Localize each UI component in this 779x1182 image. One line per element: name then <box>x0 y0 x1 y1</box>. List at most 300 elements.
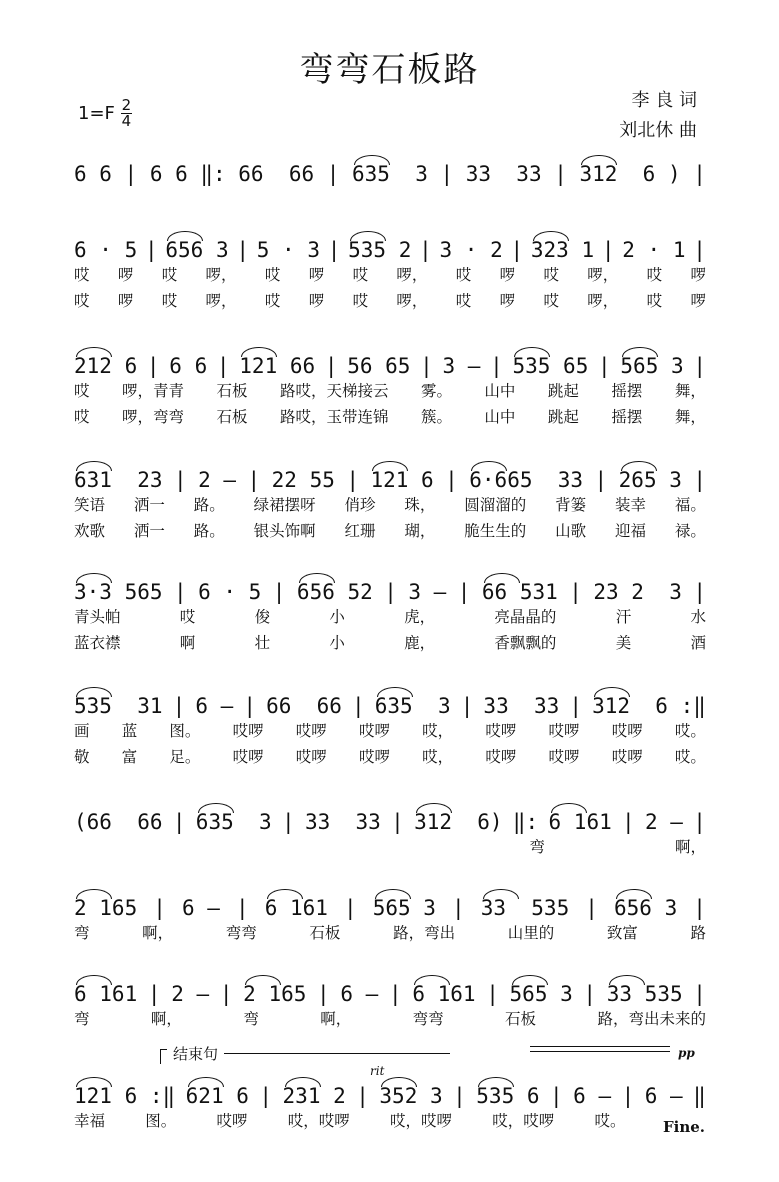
lyric-word: 啊， <box>142 924 174 942</box>
lyric-word: 绿裙摆呀 <box>253 496 316 514</box>
lyric-word: 哎 <box>352 266 369 284</box>
notes-row <box>74 228 706 262</box>
lyric-word: 哎啰 <box>358 722 390 740</box>
note-group: 565 3 <box>510 982 573 1006</box>
lyric-word: 簇。 <box>420 408 452 426</box>
lyric-word: 啰 <box>308 266 325 284</box>
page-title: 弯弯石板路 <box>299 50 480 90</box>
barline: | <box>583 982 597 1006</box>
lyric-word: 弯 <box>243 1010 259 1028</box>
slur <box>609 975 645 985</box>
barline: | <box>391 810 404 834</box>
lyric-word: 雾。 <box>420 382 452 400</box>
lyric-word: 啰 <box>308 292 325 310</box>
barline: | <box>490 354 503 378</box>
barline: | <box>419 238 432 262</box>
note-group: 6 161 <box>412 982 475 1006</box>
slur <box>76 1077 112 1087</box>
lyric-word: 啰， <box>205 266 237 284</box>
lyric-word: 背篓 <box>555 496 587 514</box>
barline: | <box>173 580 187 604</box>
barline: | <box>219 982 233 1006</box>
slur <box>512 975 548 985</box>
lyric-word: 福。 <box>674 496 706 514</box>
note-group: 66 66 <box>238 162 315 186</box>
lyric-word: 敬 <box>74 748 90 766</box>
lyric-word: 壮 <box>254 634 271 652</box>
note-group: 635 3 <box>375 694 451 718</box>
lyric-word: 跳起 <box>547 382 579 400</box>
notes-row <box>74 684 706 718</box>
lyric-word: 山中 <box>484 382 516 400</box>
lyric-word: 啰， <box>587 266 619 284</box>
lyric-word: 哎 <box>161 292 178 310</box>
lyric-word: 哎啰 <box>295 748 327 766</box>
lyric-word: 哎 <box>74 292 90 310</box>
barline: | <box>144 238 158 262</box>
note-group: 312 6) <box>414 810 503 834</box>
time-numerator: 2 <box>121 96 132 114</box>
lyric-word: 路哎，玉带连锦 <box>279 408 389 426</box>
barline: | <box>236 238 249 262</box>
lyric-word: 虎， <box>404 608 436 626</box>
slur <box>76 687 112 697</box>
note-group: 2 – <box>198 468 237 492</box>
barline: ‖ <box>693 1084 706 1108</box>
barline: | <box>356 1084 369 1108</box>
note-group: 6 161 <box>265 896 328 920</box>
score-line <box>74 684 706 770</box>
lyric-word: 哎啰 <box>232 722 264 740</box>
lyric-word: 啰， <box>396 266 428 284</box>
barline: | <box>236 896 249 920</box>
lyric-word: 图。 <box>145 1112 177 1130</box>
lyric-word: 蓝衣襟 <box>74 634 121 652</box>
lyric-word: 路。 <box>193 522 225 540</box>
lyric-row <box>74 834 706 860</box>
lyricist: 李 良 词 <box>631 90 697 111</box>
barline: | <box>594 468 608 492</box>
lyric-word: 哎。 <box>674 748 706 766</box>
lyric-row <box>74 1108 706 1134</box>
lyric-word: 哎啰 <box>232 748 264 766</box>
lyric-row <box>74 1006 706 1032</box>
lyric-word: 哎 <box>264 266 281 284</box>
score-line <box>74 800 706 860</box>
lyric-word: 装幸 <box>615 496 647 514</box>
lyric-word: 啰， <box>587 292 619 310</box>
note-group: 121 6 <box>370 468 433 492</box>
lyric-row <box>74 630 706 656</box>
score-line <box>74 152 706 186</box>
slur <box>616 889 652 899</box>
lyric-word: 摇摆 <box>611 382 643 400</box>
note-group: 565 3 <box>373 896 436 920</box>
lyric-word: 蓝 <box>121 722 138 740</box>
lyric-word: 哎。 <box>674 722 706 740</box>
lyric-word: 哎，哎啰 <box>492 1112 555 1130</box>
barline: | <box>693 810 706 834</box>
lyric-word: 哎啰 <box>611 748 643 766</box>
lyric-word: 酒 <box>690 634 706 652</box>
note-group: 6 – <box>644 1084 683 1108</box>
slur <box>375 889 411 899</box>
note-group: 535 65 <box>512 354 588 378</box>
note-group: 3 – <box>408 580 447 604</box>
slur <box>514 347 550 357</box>
note-group: 656 3 <box>165 238 228 262</box>
lyric-word: 啰 <box>117 266 134 284</box>
lyric-word: 哎啰 <box>611 722 643 740</box>
lyric-word: 迎福 <box>615 522 647 540</box>
lyric-word: 路哎，天梯接云 <box>279 382 389 400</box>
lyric-word: 跳起 <box>547 408 579 426</box>
lyric-word: 汗 <box>615 608 632 626</box>
barline: | <box>693 982 706 1006</box>
lyric-word: 水 <box>690 608 706 626</box>
lyric-word: 石板 <box>505 1010 537 1028</box>
lyric-word: 美 <box>615 634 632 652</box>
note-group: 631 23 <box>74 468 163 492</box>
slur <box>381 1077 417 1087</box>
lyric-word: 脆生生的 <box>464 522 527 540</box>
note-group: 2 165 <box>74 896 137 920</box>
lyric-word: 哎，哎啰 <box>390 1112 453 1130</box>
note-group: 656 52 <box>297 580 373 604</box>
lyric-word: 青头帕 <box>74 608 121 626</box>
slur <box>267 889 303 899</box>
lyric-word: 啊， <box>320 1010 352 1028</box>
lyric-row <box>74 378 706 404</box>
note-group: 6 – <box>182 896 220 920</box>
lyric-word: 路，弯出 <box>393 924 456 942</box>
lyric-word: 弯弯 <box>412 1010 444 1028</box>
slur <box>484 573 520 583</box>
notes-row <box>74 152 706 186</box>
note-group: 33 535 <box>481 896 570 920</box>
lyric-word: 啰 <box>499 292 516 310</box>
barline: | <box>601 238 615 262</box>
rit-marking: rit <box>370 1064 385 1078</box>
ending-marker <box>160 1043 450 1064</box>
lyric-word: 弯 <box>74 1010 90 1028</box>
barline: | <box>621 1084 635 1108</box>
barline: | <box>172 694 186 718</box>
lyric-word: 啊 <box>179 634 196 652</box>
barline: | <box>554 162 567 186</box>
slur <box>478 1077 514 1087</box>
barline: | <box>352 694 365 718</box>
notes-row <box>74 344 706 378</box>
barline: | <box>146 354 160 378</box>
slur <box>285 1077 321 1087</box>
barline: | <box>693 162 706 186</box>
score-line <box>74 570 706 656</box>
note-group: 3·3 565 <box>74 580 163 604</box>
note-group: 6·665 33 <box>469 468 583 492</box>
lyric-word: 石板 <box>309 924 341 942</box>
note-group: 6 6 <box>169 354 208 378</box>
note-group: 121 6 :‖ <box>74 1084 175 1108</box>
barline: | <box>317 982 330 1006</box>
note-group: 656 3 <box>614 896 677 920</box>
lyric-word: 小 <box>329 634 345 652</box>
note-group: 6 6 <box>149 162 188 186</box>
slur <box>167 231 203 241</box>
barline: | <box>327 238 341 262</box>
lyric-word: 哎 <box>646 266 663 284</box>
key-signature <box>78 98 132 129</box>
barline: | <box>272 580 286 604</box>
lyric-word: 足。 <box>169 748 201 766</box>
note-group: 6 · 5 <box>198 580 262 604</box>
lyric-word: 啰 <box>690 292 706 310</box>
score-line <box>74 458 706 544</box>
barline: | <box>324 354 338 378</box>
lyric-word: 弯弯 <box>225 924 257 942</box>
lyric-word: 珠， <box>404 496 436 514</box>
barline: | <box>457 580 471 604</box>
lyric-row <box>74 744 706 770</box>
lyric-word: 银头饰啊 <box>253 522 316 540</box>
lyric-word: 鹿， <box>404 634 436 652</box>
lyric-row <box>74 288 706 314</box>
notes-row <box>74 458 706 492</box>
note-group: 3 – <box>442 354 481 378</box>
lyric-word: 石板 <box>216 382 248 400</box>
note-group: 535 6 <box>476 1084 539 1108</box>
slur <box>594 687 630 697</box>
lyric-word: 哎 <box>455 266 472 284</box>
note-group: 33 535 <box>607 982 683 1006</box>
lyric-word: 哎 <box>74 382 90 400</box>
lyric-word: 啰， <box>205 292 237 310</box>
lyric-row <box>74 404 706 430</box>
lyric-word: 哎， <box>422 748 454 766</box>
credits <box>619 86 697 146</box>
lyric-word: 幸福 <box>74 1112 106 1130</box>
notes-row <box>74 570 706 604</box>
lyric-row <box>74 492 706 518</box>
note-group: 33 33 <box>483 694 560 718</box>
note-group: 5 · 3 <box>256 238 320 262</box>
barline: | <box>693 896 706 920</box>
slur <box>372 461 408 471</box>
score-line <box>74 886 706 946</box>
lyric-word: 图。 <box>169 722 201 740</box>
lyric-word: 圆溜溜的 <box>464 496 527 514</box>
barline: | <box>147 982 161 1006</box>
barline: | <box>384 580 397 604</box>
slur <box>581 155 617 165</box>
slur <box>188 1077 224 1087</box>
ending-hook <box>160 1049 167 1064</box>
lyric-word: 舞， <box>674 382 706 400</box>
note-group: 6 161 <box>74 982 137 1006</box>
slur <box>354 155 390 165</box>
slur <box>76 573 112 583</box>
barline: | <box>622 810 635 834</box>
barline: | <box>216 354 230 378</box>
barline: ‖: <box>512 810 539 834</box>
lyric-word: 啰， <box>396 292 428 310</box>
slur <box>471 461 507 471</box>
note-group: 2 165 <box>243 982 306 1006</box>
note-group: 56 65 <box>347 354 411 378</box>
lyric-word: 洒一 <box>133 496 165 514</box>
lyric-word: 亮晶晶的 <box>494 608 557 626</box>
lyric-word: 哎啰 <box>358 748 390 766</box>
lyric-row <box>74 718 706 744</box>
lyric-word: 啊， <box>674 838 706 856</box>
slur <box>622 347 658 357</box>
slur <box>414 975 450 985</box>
lyric-word: 哎啰 <box>548 722 580 740</box>
lyric-word: 哎 <box>74 408 90 426</box>
barline: | <box>243 694 256 718</box>
time-denominator: 4 <box>121 112 132 130</box>
barline: | <box>153 896 166 920</box>
key-label: 1=F <box>78 103 115 124</box>
lyric-word: 哎 <box>543 266 559 284</box>
notes-row <box>74 972 706 1006</box>
time-signature <box>121 98 132 129</box>
lyric-word: 欢歌 <box>74 522 106 540</box>
barline: | <box>693 580 706 604</box>
lyric-word: 山歌 <box>555 522 587 540</box>
slur <box>76 975 112 985</box>
barline: | <box>510 238 524 262</box>
note-group: (66 66 <box>74 810 163 834</box>
lyric-word: 啰 <box>690 266 706 284</box>
lyric-word: 山里的 <box>507 924 555 942</box>
note-group: 6 – <box>340 982 379 1006</box>
note-group: 2 – <box>645 810 683 834</box>
lyric-row <box>74 262 706 288</box>
lyric-word: 摇摆 <box>611 408 643 426</box>
barline: | <box>346 468 359 492</box>
lyric-word: 哎啰 <box>485 722 517 740</box>
lyric-word: 香飘飘的 <box>494 634 557 652</box>
note-group: 22 55 <box>271 468 335 492</box>
note-group: 66 66 <box>266 694 342 718</box>
lyric-word: 山中 <box>484 408 516 426</box>
lyric-row <box>74 604 706 630</box>
lyric-word: 致富 <box>606 924 638 942</box>
barline: | <box>259 1084 273 1108</box>
note-group: 265 3 <box>619 468 682 492</box>
barline: | <box>585 896 598 920</box>
lyric-word: 哎 <box>646 292 663 310</box>
note-group: 6 6 <box>74 162 112 186</box>
barline: | <box>569 580 582 604</box>
note-group: 212 6 <box>74 354 137 378</box>
note-group: 635 3 <box>352 162 428 186</box>
note-group: 635 3 <box>196 810 272 834</box>
note-group: 2 · 1 <box>622 238 686 262</box>
barline: | <box>388 982 402 1006</box>
score-line <box>74 1074 706 1134</box>
lyric-word: 弯 <box>74 924 90 942</box>
lyric-word: 俏珍 <box>344 496 376 514</box>
slur <box>483 889 519 899</box>
lyric-word: 啰 <box>117 292 134 310</box>
note-group: 352 3 <box>379 1084 442 1108</box>
score-line <box>74 228 706 314</box>
note-group: 33 33 <box>465 162 542 186</box>
lyric-word: 哎啰 <box>216 1112 248 1130</box>
slur <box>621 461 657 471</box>
barline: | <box>173 468 187 492</box>
slur <box>350 231 386 241</box>
lyric-word: 哎，哎啰 <box>287 1112 350 1130</box>
dynamic-marking: pp <box>678 1046 695 1060</box>
lyric-word: 啰，弯弯 <box>121 408 184 426</box>
lyric-word: 路。 <box>193 496 225 514</box>
lyric-word: 哎 <box>455 292 472 310</box>
lyric-word: 舞， <box>674 408 706 426</box>
slur <box>76 461 112 471</box>
ending-line <box>224 1053 450 1054</box>
slur <box>533 231 569 241</box>
barline: | <box>460 694 474 718</box>
lyric-word: 瑚， <box>404 522 436 540</box>
lyric-word: 哎。 <box>594 1112 626 1130</box>
note-group: 66 531 <box>482 580 558 604</box>
barline: | <box>452 896 465 920</box>
barline: | <box>486 982 499 1006</box>
note-group: 6 – <box>573 1084 612 1108</box>
lyric-word: 哎 <box>264 292 281 310</box>
fine-marking: Fine. <box>662 1118 705 1136</box>
lyric-word: 哎， <box>422 722 454 740</box>
lyric-word: 哎啰 <box>485 748 517 766</box>
fermata-lines <box>530 1046 670 1052</box>
note-group: 535 31 <box>74 694 163 718</box>
barline: | <box>420 354 433 378</box>
lyric-word: 啰 <box>499 266 516 284</box>
lyric-row <box>74 518 706 544</box>
barline: | <box>693 238 706 262</box>
lyric-word: 笑语 <box>74 496 106 514</box>
note-group: 2 – <box>171 982 210 1006</box>
score-line <box>74 344 706 430</box>
note-group: 312 6 :‖ <box>592 694 706 718</box>
barline: | <box>440 162 454 186</box>
barline: | <box>693 468 706 492</box>
lyric-word: 哎 <box>352 292 369 310</box>
barline: | <box>124 162 138 186</box>
slur <box>299 573 335 583</box>
note-group: 323 1 <box>531 238 594 262</box>
lyric-word: 哎 <box>74 266 90 284</box>
notes-row <box>74 886 706 920</box>
barline: | <box>326 162 340 186</box>
barline: | <box>569 694 583 718</box>
note-group: 121 66 <box>239 354 315 378</box>
note-group: 565 3 <box>620 354 683 378</box>
barline: | <box>453 1084 466 1108</box>
note-group: 6 – <box>195 694 234 718</box>
lyric-word: 禄。 <box>674 522 706 540</box>
slur <box>551 803 587 813</box>
composer: 刘北休 曲 <box>619 120 697 141</box>
barline: | <box>247 468 261 492</box>
note-group: 312 6 ) <box>579 162 680 186</box>
slur <box>416 803 452 813</box>
lyric-word: 路 <box>690 924 706 942</box>
lyric-word: 洒一 <box>133 522 165 540</box>
